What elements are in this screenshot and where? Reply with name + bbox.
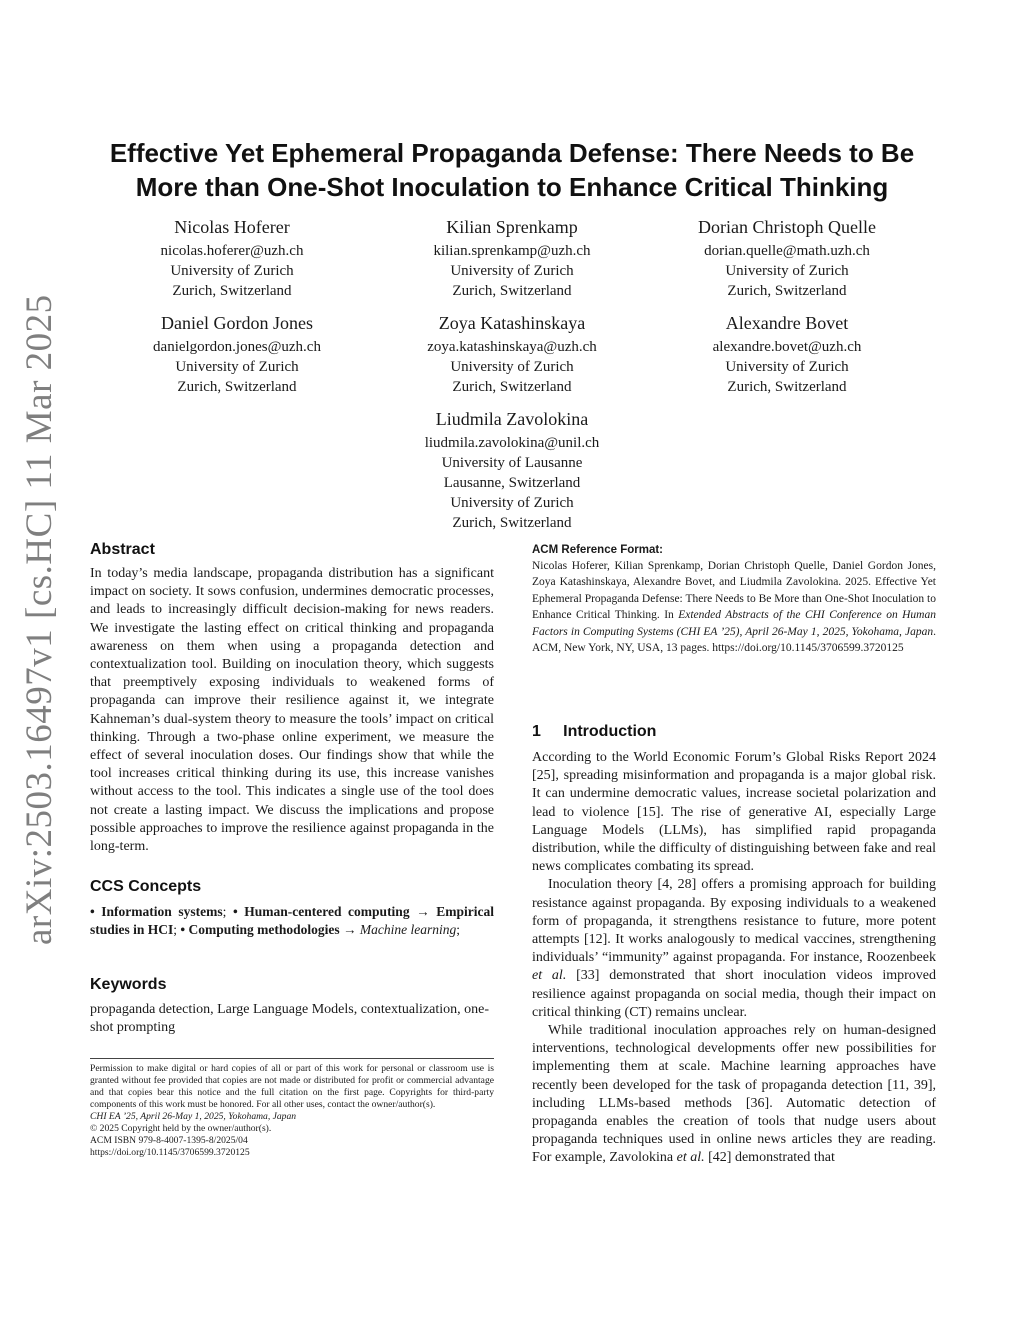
ccs-concept: • Computing methodologies — [180, 922, 340, 937]
intro-paragraph-2 — [532, 876, 936, 1022]
author-affiliation: University of Zurich — [175, 359, 299, 375]
author-name: Nicolas Hoferer — [174, 217, 290, 237]
intro-paragraph-2-text: [33] demonstrated that short inoculation videos improved resilience against propaganda on social media, though their impact on critical thinking (CT) remains unclear. — [532, 968, 937, 1020]
author-affiliation: University of Zurich — [725, 359, 849, 375]
ccs-concept: • Human-centered computing — [232, 904, 410, 919]
acm-reference-authors: Nicolas Hoferer, Kilian Sprenkamp, Dorian Christoph Quelle, Daniel Gordon Jones, Zoya Katashinskaya, Alexandre Bovet, and Liudmila Zavolokina. 2025. Effective Yet Ephemeral Propaganda Defense: There Needs to Be More than One-Shot Inoculation to Enhance Critical Thinking. In — [532, 560, 936, 622]
acm-reference-section — [532, 544, 936, 656]
keywords-text: propaganda detection, Large Language Models, contextualization, one-shot prompting — [90, 1002, 489, 1036]
author-name: Alexandre Bovet — [725, 313, 849, 333]
abstract-text: In today’s media landscape, propaganda distribution has a significant impact on society. It sows confusion, undermines democratic processes, and leads to increasingly difficult decision-making for news readers. We investigate the lasting effect on critical thinking and propaganda awareness on them when using a propaganda detection and contextualization tool. Building on inoculation theory, which suggests that preemptively exposing individuals to weakened forms of propaganda can improve their resilience against it, we integrate Kahneman’s dual-system theory to measure the tools’ impact on critical thinking. Through a two-phase online experiment, we measure the effect of several inoculation doses. Our findings show that while the tool increases critical thinking during its use, this increase vanishes without access to the tool. This indicates a single use of the tool does not create a lasting impact. We discuss the implications and propose possible approaches to improve the resilience against propaganda in the long-term. — [90, 566, 494, 855]
author-affiliation: University of Lausanne — [441, 455, 583, 471]
author-location: Lausanne, Switzerland — [443, 475, 581, 491]
acm-reference-text — [532, 558, 936, 656]
author-block — [362, 408, 662, 533]
author-name: Liudmila Zavolokina — [435, 409, 589, 429]
acm-reference-venue: Extended Abstracts of the CHI Conference on Human Factors in Computing Systems (CHI EA ’25), April 26-May 1, 2025, Yokohama, Japan — [532, 609, 936, 638]
intro-paragraph-3-text: While traditional inoculation approaches rely on human-designed interventions, technological developments offer new possibilities for implementing them at scale. Machine learning approaches have recently been developed for the task of propaganda detection [11, 39], including LLMs-based methods [36]. Automatic detection of propaganda enables the creation of tools that nudge users about propaganda techniques used in online news articles they are reading. For example, Zavolokina — [532, 1023, 936, 1166]
author-block — [87, 312, 387, 397]
author-location: Zurich, Switzerland — [177, 379, 297, 395]
title-line-2: More than One-Shot Inoculation to Enhance Critical Thinking — [135, 172, 889, 202]
author-name: Kilian Sprenkamp — [446, 217, 578, 237]
ccs-arrow: → — [409, 904, 437, 919]
intro-paragraph-2-text: Inoculation theory [4, 28] offers a promising approach for building resistance against propaganda. By exposing individuals to a weakened form of propaganda, it strengthens resistance to future, more potent attempts [12]. It works analogously to medical vaccines, strengthening individuals’ “immunity” against propaganda. For instance, Roozenbeek — [532, 877, 936, 966]
intro-paragraph-1: According to the World Economic Forum’s Global Risks Report 2024 [25], spreading misinformation and propaganda is a major global risk. It can undermine democratic values, increase societal polarization and lead to violence [15]. The rise of generative AI, especially Large Language Models (LLMs), has simplified rapid propaganda distribution, while the difficulty of distinguishing between fake and real news complicates combating its spread. — [532, 750, 936, 875]
ccs-end: ; — [456, 922, 461, 937]
copyright-line: © 2025 Copyright held by the owner/author(s). — [90, 1123, 272, 1134]
ccs-separator: ; — [173, 922, 181, 937]
author-email: nicolas.hoferer@uzh.ch — [160, 243, 304, 259]
author-name: Zoya Katashinskaya — [438, 313, 586, 333]
author-email: kilian.sprenkamp@uzh.ch — [433, 243, 591, 259]
et-al: et al. — [676, 1150, 705, 1166]
keywords-section — [90, 976, 494, 1037]
author-location: Zurich, Switzerland — [452, 379, 572, 395]
introduction-heading: 1 Introduction — [532, 723, 657, 740]
ccs-subconcept: Empirical studies in HCI — [90, 904, 494, 937]
author-block — [362, 312, 662, 397]
arxiv-stamp: arXiv:2503.16497v1 [cs.HC] 11 Mar 2025 — [19, 294, 60, 945]
ccs-arrow: → — [339, 922, 360, 937]
author-block — [637, 216, 937, 301]
author-email: alexandre.bovet@uzh.ch — [712, 339, 862, 355]
paper-title — [60, 136, 964, 204]
author-affiliation: University of Zurich — [450, 495, 574, 511]
title-line-1: Effective Yet Ephemeral Propaganda Defense: There Needs to Be — [109, 138, 915, 168]
author-affiliation: University of Zurich — [450, 263, 574, 279]
abstract-section — [90, 541, 494, 856]
author-email: liudmila.zavolokina@unil.ch — [424, 435, 600, 451]
author-block — [637, 312, 937, 397]
ccs-heading: CCS Concepts — [90, 878, 202, 895]
author-affiliation: University of Zurich — [450, 359, 574, 375]
footnote-rule — [90, 1058, 494, 1059]
author-email: zoya.katashinskaya@uzh.ch — [427, 339, 597, 355]
venue-line: CHI EA ’25, April 26-May 1, 2025, Yokohama, Japan — [90, 1111, 297, 1122]
author-block — [362, 216, 662, 301]
acm-reference-tail: . ACM, New York, NY, USA, 13 pages. https://doi.org/10.1145/3706599.3720125 — [532, 625, 936, 655]
ccs-concepts — [90, 903, 494, 939]
author-location: Zurich, Switzerland — [172, 283, 292, 299]
author-location: Zurich, Switzerland — [727, 379, 847, 395]
author-block — [82, 216, 382, 301]
intro-paragraph-3-text: [42] demonstrated that — [704, 1150, 835, 1166]
permission-text: Permission to make digital or hard copies of all or part of this work for personal or classroom use is granted without fee provided that copies are not made or distributed for profit or commercial advantage and that copies bear this notice and the full citation on the first page. Copyrights for third-party components of this work must be honored. For all other uses, contact the owner/author(s). — [90, 1063, 494, 1110]
author-name: Daniel Gordon Jones — [161, 313, 313, 333]
intro-paragraph-3 — [532, 1022, 936, 1168]
et-al: et al. — [532, 968, 567, 984]
author-affiliation: University of Zurich — [170, 263, 294, 279]
introduction-section — [532, 723, 936, 1168]
ccs-subconcept: Machine learning — [359, 922, 457, 937]
doi-line: https://doi.org/10.1145/3706599.3720125 — [90, 1147, 250, 1158]
ccs-separator: ; — [222, 904, 233, 919]
ccs-concept: • Information systems — [90, 904, 223, 919]
acm-reference-heading: ACM Reference Format: — [532, 544, 663, 556]
author-email: danielgordon.jones@uzh.ch — [153, 339, 321, 355]
abstract-heading: Abstract — [90, 541, 155, 558]
author-affiliation: University of Zurich — [725, 263, 849, 279]
author-location: Zurich, Switzerland — [452, 515, 572, 531]
author-name: Dorian Christoph Quelle — [698, 217, 876, 237]
isbn-line: ACM ISBN 979-8-4007-1395-8/2025/04 — [90, 1135, 248, 1146]
ccs-section — [90, 878, 494, 939]
keywords-heading: Keywords — [90, 976, 167, 993]
author-location: Zurich, Switzerland — [727, 283, 847, 299]
author-email: dorian.quelle@math.uzh.ch — [704, 243, 870, 259]
permission-footnote — [90, 1063, 494, 1159]
author-location: Zurich, Switzerland — [452, 283, 572, 299]
